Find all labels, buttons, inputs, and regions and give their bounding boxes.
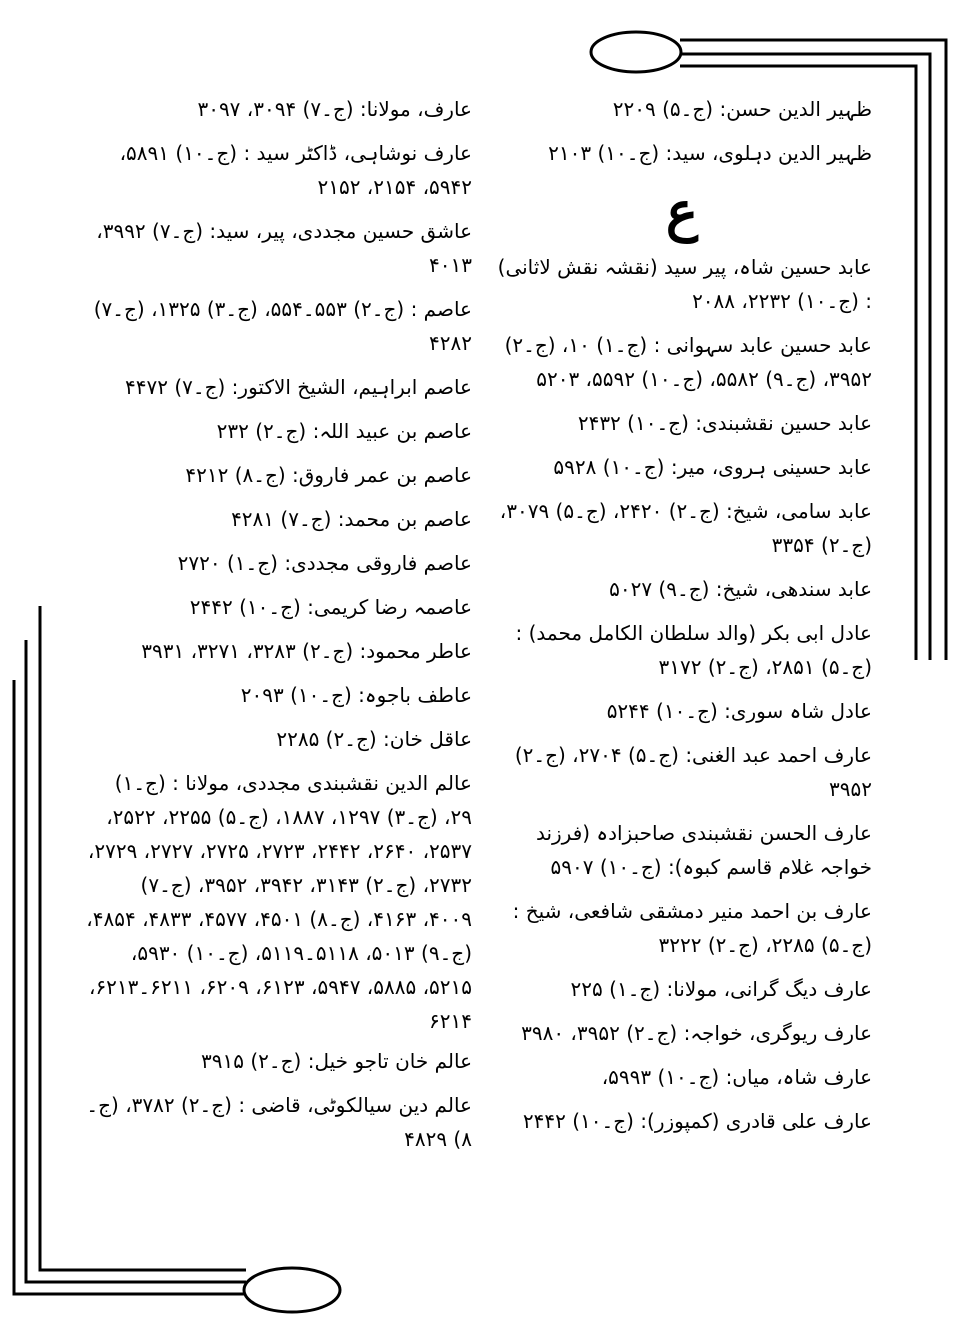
index-entry: عادل ابی بکر (والد سلطان الکامل محمد) : (ج۔۵) ۲۸۵۱، (ج۔۲) ۳۱۷۲ <box>515 621 872 679</box>
index-entry: عاصم بن عمر فاروق: (ج۔۸) ۴۲۱۲ <box>185 463 472 487</box>
index-entry: عاقل خان: (ج۔۲) ۲۲۸۵ <box>276 727 472 751</box>
index-entry: عارف، مولانا: (ج۔۷) ۳۰۹۴، ۳۰۹۷ <box>197 97 472 121</box>
index-entry: عاصم فاروقی مجددی: (ج۔۱) ۲۷۲۰ <box>177 551 472 575</box>
right-index-column <box>492 92 872 1148</box>
index-entry: عابد حسین نقشبندی: (ج۔۱۰) ۲۴۳۲ <box>577 411 872 435</box>
top-ornament-oval <box>591 32 681 72</box>
index-entry: ظہیر الدین دہلوی، سید: (ج۔۱۰) ۲۱۰۳ <box>548 141 872 165</box>
index-entry: عاطر محمود: (ج۔۲) ۳۲۸۳، ۳۲۷۱، ۳۹۳۱ <box>141 639 472 663</box>
index-entry: ظہیر الدین حسن: (ج۔۵) ۲۲۰۹ <box>612 97 872 121</box>
index-entry: عادل شاہ سوری: (ج۔۱۰) ۵۲۴۴ <box>606 699 872 723</box>
index-entry: عارف شاہ، میاں: (ج۔۱۰) ۵۹۹۳، <box>601 1065 872 1089</box>
index-entry: عاشق حسین مجددی، پیر، سید: (ج۔۷) ۳۹۹۲، ۴۰۱۳ <box>96 219 472 277</box>
index-entry: عالم خان تاجو خیل: (ج۔۲) ۳۹۱۵ <box>201 1049 472 1073</box>
index-entry: عابد سامی، شیخ: (ج۔۲) ۲۴۲۰، (ج۔۵) ۳۰۷۹، (ج۔۲) ۳۳۵۴ <box>499 499 872 557</box>
index-entry: عارف ریوگری، خواجہ: (ج۔۲) ۳۹۵۲، ۳۹۸۰ <box>521 1021 872 1045</box>
index-entry: عابد سندھی، شیخ: (ج۔۹) ۵۰۲۷ <box>609 577 872 601</box>
index-entry: عاطف باجوہ: (ج۔۱۰) ۲۰۹۳ <box>240 683 472 707</box>
index-entry: عارف علی قادری (کمپوزر): (ج۔۱۰) ۲۴۴۲ <box>522 1109 872 1133</box>
bottom-ornament-oval <box>244 1268 340 1312</box>
section-letter: ع <box>665 179 699 243</box>
index-entry: عابد حسینی ہروی، میر: (ج۔۱۰) ۵۹۲۸ <box>553 455 872 479</box>
index-entry: عارف الحسن نقشبندی صاحبزادہ (فرزند خواجہ غلام قاسم کبوہ): (ج۔۱۰) ۵۹۰۷ <box>535 821 872 879</box>
index-entry: عارف دیگ گرانی، مولانا: (ج۔۱) ۲۲۵ <box>570 977 872 1001</box>
index-entry: عابد حسین شاہ، پیر سید (نقشہ نقش لاثانی) : (ج۔۱۰) ۲۲۳۲، ۲۰۸۸ <box>497 255 872 313</box>
index-entry: عاصم ابراہیم، الشیخ الاکتور: (ج۔۷) ۴۴۷۲ <box>125 375 472 399</box>
index-entry: عاصم : (ج۔۲) ۵۵۳۔۵۵۴، (ج۔۳) ۱۳۲۵، (ج۔۷) ۴۲۸۲ <box>93 297 472 355</box>
index-entry: عاصم بن محمد: (ج۔۷) ۴۲۸۱ <box>231 507 472 531</box>
index-entry: عارف بن احمد منیر دمشقی شافعی، شیخ : (ج۔۵) ۲۲۸۵، (ج۔۲) ۳۲۲۲ <box>512 899 872 957</box>
left-index-column <box>86 92 472 1166</box>
index-entry: عاصمہ رضا کریمی: (ج۔۱۰) ۲۴۴۲ <box>189 595 472 619</box>
index-entry: عابد حسین عابد سہوانی : (ج۔۱) ۱۰، (ج۔۲) ۳۹۵۲، (ج۔۹) ۵۵۸۲، (ج۔۱۰) ۵۵۹۲، ۵۲۰۳ <box>504 333 872 391</box>
index-entry: عالم الدین نقشبندی مجددی، مولانا : (ج۔۱) ۲۹، (ج۔۳) ۱۲۹۷، ۱۸۸۷، (ج۔۵) ۲۲۵۵، ۲۵۲۲، ۲۵۳۷، ۲۶۴۰، ۲۴۴۲، ۲۷۲۳، ۲۷۲۵، ۲۷۲۷، ۲۷۲۹، ۲۷۳۲، (ج۔۲) ۳۱۴۳، ۳۹۴۲، ۳۹۵۲، (ج۔۷) ۴۰۰۹، ۴۱۶۳، (ج۔۸) ۴۵۰۱، ۴۵۷۷، ۴۸۳۳، ۴۸۵۴، (ج۔۹) ۵۰۱۳، ۵۱۱۸۔۵۱۱۹، (ج۔۱۰) ۵۹۳۰، ۵۲۱۵، ۵۸۸۵، ۵۹۴۷، ۶۱۲۳، ۶۲۰۹، ۶۲۱۱۔۶۲۱۳، ۶۲۱۴ <box>86 771 472 1033</box>
index-entry: عاصم بن عبید اللہ: (ج۔۲) ۲۳۲ <box>216 419 472 443</box>
index-entry: عارف احمد عبد الغنی: (ج۔۵) ۲۷۰۴، (ج۔۲) ۳۹۵۲ <box>514 743 872 801</box>
index-entry: عالم دین سیالکوٹی، قاضی : (ج۔۲) ۳۷۸۲، (ج۔۸) ۴۸۲۹ <box>86 1093 472 1151</box>
index-entry: عارف نوشاہی، ڈاکٹر سید : (ج۔۱۰) ۵۸۹۱، ۵۹۴۲، ۲۱۵۴، ۲۱۵۲ <box>119 141 472 199</box>
